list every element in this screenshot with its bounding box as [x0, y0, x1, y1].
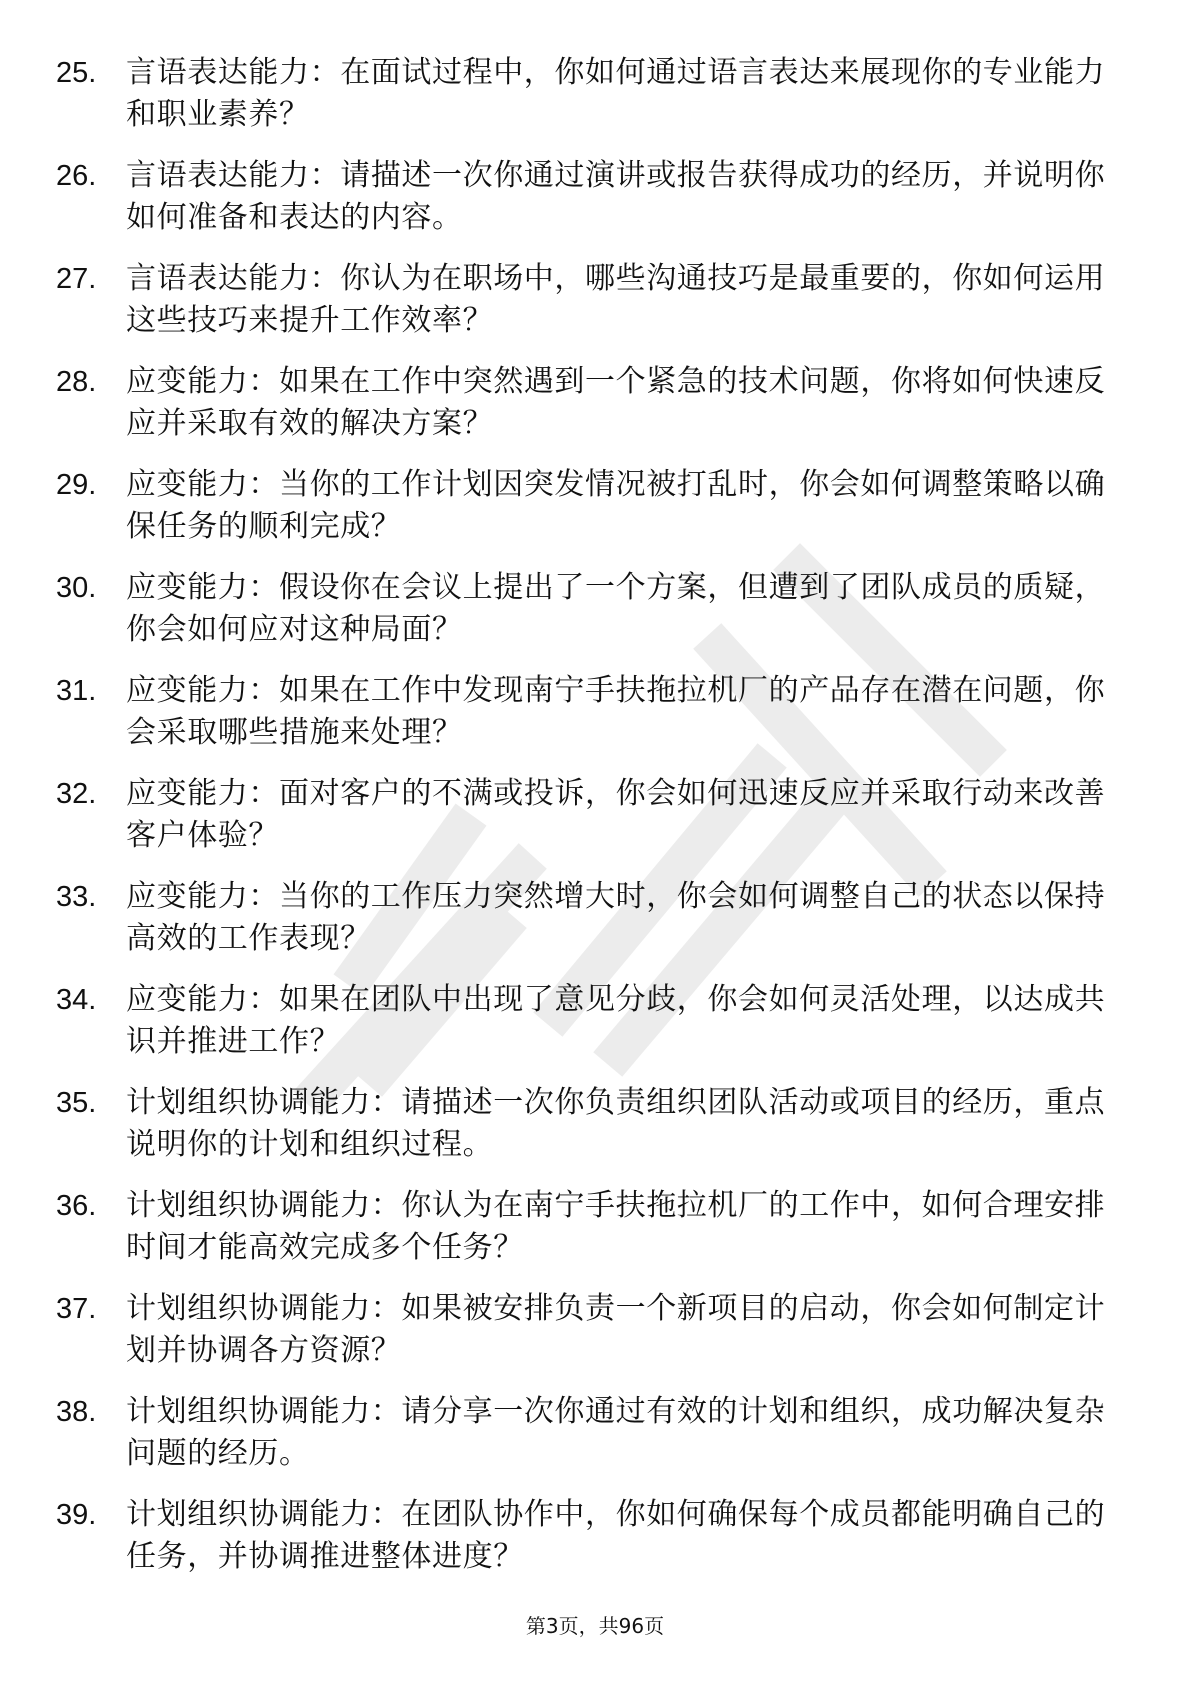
question-item [56, 1082, 1116, 1185]
question-number: 36. [56, 1190, 97, 1222]
question-item [56, 155, 1116, 258]
question-category: 应变能力： [126, 982, 279, 1017]
question-number: 28. [56, 366, 97, 398]
question-category: 计划组织协调能力： [126, 1497, 402, 1532]
question-body: 假设你在会议上提出了一个方案，但遭到了团队成员的质疑，你会如何应对这种局面？ [126, 570, 1106, 647]
question-category: 应变能力： [126, 570, 279, 605]
question-number: 31. [56, 675, 97, 707]
question-number: 35. [56, 1087, 97, 1119]
question-text [126, 464, 1126, 548]
question-body: 如果在工作中突然遇到一个紧急的技术问题，你将如何快速反应并采取有效的解决方案？ [126, 364, 1106, 441]
question-body: 请描述一次你负责组织团队活动或项目的经历，重点说明你的计划和组织过程。 [126, 1085, 1106, 1162]
question-number: 33. [56, 881, 97, 913]
question-number: 37. [56, 1293, 97, 1325]
question-text [126, 361, 1126, 445]
question-item [56, 52, 1116, 155]
question-text [126, 1288, 1126, 1372]
question-text [126, 1082, 1126, 1166]
question-text [126, 258, 1126, 342]
question-item [56, 1391, 1116, 1494]
question-text [126, 567, 1126, 651]
question-item [56, 670, 1116, 773]
question-category: 计划组织协调能力： [126, 1394, 402, 1429]
question-category: 应变能力： [126, 673, 279, 708]
question-item [56, 464, 1116, 567]
question-text [126, 1391, 1126, 1475]
question-item [56, 258, 1116, 361]
question-category: 应变能力： [126, 364, 279, 399]
question-number: 27. [56, 263, 97, 295]
page-footer: 第3页，共96页 [525, 1614, 665, 1638]
question-item [56, 1288, 1116, 1391]
question-text [126, 979, 1126, 1063]
question-item [56, 876, 1116, 979]
question-category: 应变能力： [126, 776, 279, 811]
question-number: 26. [56, 160, 97, 192]
question-category: 应变能力： [126, 467, 279, 502]
question-category: 计划组织协调能力： [126, 1188, 402, 1223]
question-text [126, 670, 1126, 754]
question-text [126, 1185, 1126, 1269]
question-body: 请描述一次你通过演讲或报告获得成功的经历，并说明你如何准备和表达的内容。 [126, 158, 1106, 235]
question-category: 计划组织协调能力： [126, 1085, 402, 1120]
question-body: 如果在工作中发现南宁手扶拖拉机厂的产品存在潜在问题，你会采取哪些措施来处理？ [126, 673, 1106, 750]
question-number: 25. [56, 57, 97, 89]
question-text [126, 1494, 1126, 1578]
question-item [56, 1185, 1116, 1288]
question-number: 39. [56, 1499, 97, 1531]
question-category: 应变能力： [126, 879, 279, 914]
question-category: 言语表达能力： [126, 158, 341, 193]
question-number: 30. [56, 572, 97, 604]
question-item [56, 979, 1116, 1082]
question-text [126, 52, 1126, 136]
question-category: 计划组织协调能力： [126, 1291, 402, 1326]
question-body: 如果在团队中出现了意见分歧，你会如何灵活处理，以达成共识并推进工作？ [126, 982, 1106, 1059]
question-body: 当你的工作计划因突发情况被打乱时，你会如何调整策略以确保任务的顺利完成？ [126, 467, 1106, 544]
question-body: 你认为在南宁手扶拖拉机厂的工作中，如何合理安排时间才能高效完成多个任务？ [126, 1188, 1106, 1265]
question-body: 你认为在职场中，哪些沟通技巧是最重要的，你如何运用这些技巧来提升工作效率？ [126, 261, 1106, 338]
question-category: 言语表达能力： [126, 261, 341, 296]
question-text [126, 876, 1126, 960]
question-item [56, 1494, 1116, 1597]
question-body: 当你的工作压力突然增大时，你会如何调整自己的状态以保持高效的工作表现？ [126, 879, 1106, 956]
question-text [126, 155, 1126, 239]
question-category: 言语表达能力： [126, 55, 341, 90]
question-number: 29. [56, 469, 97, 501]
question-body: 在团队协作中，你如何确保每个成员都能明确自己的任务，并协调推进整体进度？ [126, 1497, 1106, 1574]
question-body: 请分享一次你通过有效的计划和组织，成功解决复杂问题的经历。 [126, 1394, 1106, 1471]
question-body: 在面试过程中，你如何通过语言表达来展现你的专业能力和职业素养？ [126, 55, 1106, 132]
question-text [126, 773, 1126, 857]
question-item [56, 567, 1116, 670]
question-number: 34. [56, 984, 97, 1016]
question-item [56, 361, 1116, 464]
question-number: 38. [56, 1396, 97, 1428]
question-body: 面对客户的不满或投诉，你会如何迅速反应并采取行动来改善客户体验？ [126, 776, 1106, 853]
question-body: 如果被安排负责一个新项目的启动，你会如何制定计划并协调各方资源？ [126, 1291, 1106, 1368]
question-item [56, 773, 1116, 876]
question-number: 32. [56, 778, 97, 810]
question-list [56, 52, 1116, 1597]
